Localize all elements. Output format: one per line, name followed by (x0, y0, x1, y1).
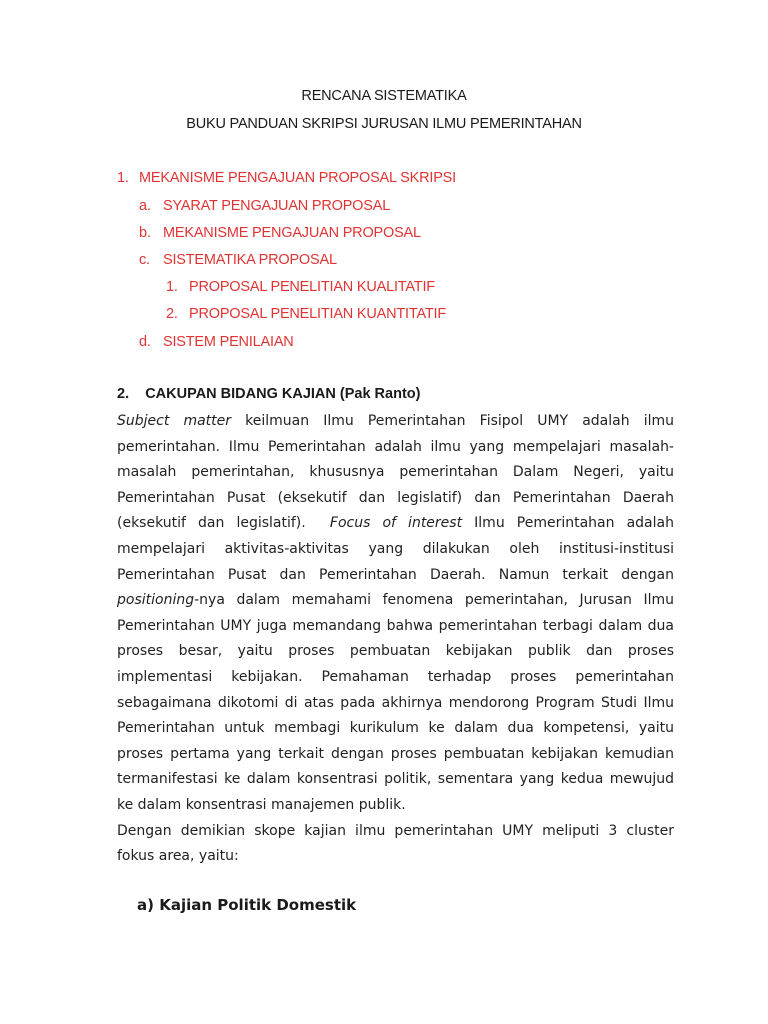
outline-number: a. (139, 198, 151, 214)
paragraph-text: -nya dalam memahami fenomena pemerintahan, Jurusan Ilmu Pemerintahan UMY juga memandang bahwa pemerintahan terbagi dalam dua proses besar, yaitu proses pembuatan kebijakan publik dan proses implementasi kebijakan. Pemahaman terhadap proses pemerintahan sebagaimana dikotomi di atas pada akhirnya mendorong Program Studi Ilmu Pemerintahan untuk membagi kurikulum ke dalam dua kompetensi, yaitu proses pertama yang terkait dengan proses pembuatan kebijakan kemudian termanifestasi ke dalam konsentrasi politik, sementara yang kedua mewujud ke dalam konsentrasi manajemen publik. (117, 592, 674, 813)
outline-item-b (139, 225, 421, 241)
section-body (117, 409, 679, 870)
outline-number: 1. (117, 170, 129, 186)
paragraph-text: keilmuan Ilmu Pemerintahan Fisipol UMY adalah ilmu pemerintahan. Ilmu Pemerintahan adalah ilmu yang mempelajari masalah-masalah pemerintahan, khususnya pemerintahan Dalam Negeri, yaitu Pemerintahan Pusat (eksekutif dan legislatif) dan Pemerintahan Daerah (eksekutif dan legislatif). (117, 413, 679, 532)
italic-term: positioning (117, 592, 195, 609)
outline-item-c (139, 252, 337, 268)
italic-term: Focus of interest (329, 515, 463, 532)
outline-label: MEKANISME PENGAJUAN PROPOSAL (163, 225, 421, 241)
outline-label: SYARAT PENGAJUAN PROPOSAL (163, 198, 391, 214)
outline-label: MEKANISME PENGAJUAN PROPOSAL SKRIPSI (139, 170, 456, 186)
outline-label: SISTEMATIKA PROPOSAL (163, 252, 337, 268)
outline-item-a (139, 198, 390, 214)
document-title: RENCANA SISTEMATIKA (301, 88, 467, 104)
document-subtitle: BUKU PANDUAN SKRIPSI JURUSAN ILMU PEMERINTAHAN (186, 116, 582, 132)
sub-item-a: a) Kajian Politik Domestik (137, 896, 357, 914)
section-heading: 2. CAKUPAN BIDANG KAJIAN (Pak Ranto) (117, 386, 421, 402)
outline-number: c. (139, 252, 150, 268)
paragraph-2: Dengan demikian skope kajian ilmu pemerintahan UMY meliputi 3 cluster fokus area, yaitu: (117, 822, 674, 865)
outline-number: 2. (166, 306, 178, 322)
paragraph-1 (117, 409, 679, 819)
outline-item-c2 (166, 306, 446, 322)
italic-term: Subject matter (117, 413, 232, 429)
paragraph-text: Ilmu Pemerintahan adalah mempelajari aktivitas-aktivitas yang dilakukan oleh institusi-institusi Pemerintahan Pusat dan Pemerintahan Daerah. Namun terkait dengan (117, 515, 674, 583)
outline-label: SISTEM PENILAIAN (163, 334, 294, 350)
outline-number: b. (139, 225, 151, 241)
outline-label: PROPOSAL PENELITIAN KUANTITATIF (189, 306, 446, 322)
outline-label: PROPOSAL PENELITIAN KUALITATIF (189, 279, 435, 295)
outline-item-c1 (166, 279, 435, 295)
outline-item-d (139, 334, 294, 350)
outline-number: d. (139, 334, 151, 350)
outline-number: 1. (166, 279, 178, 295)
outline-item-1 (117, 170, 456, 186)
